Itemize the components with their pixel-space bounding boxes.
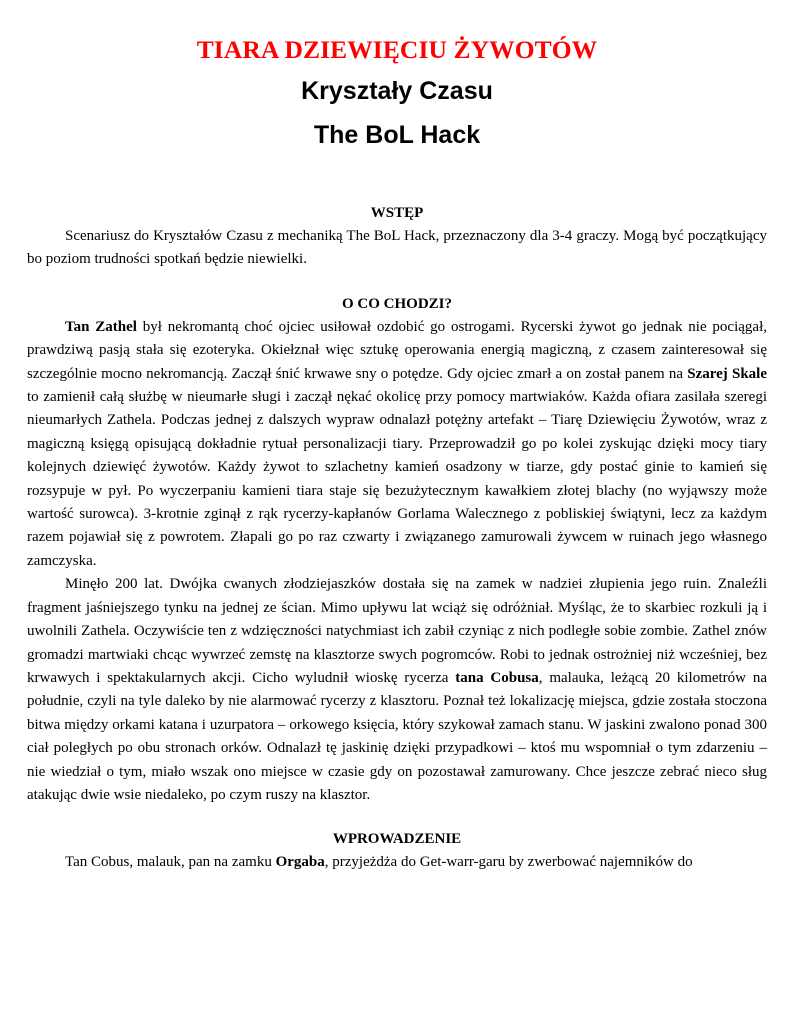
about-paragraph-2 xyxy=(27,573,767,807)
about-p2-text-b: , malauka, leżącą 20 kilometrów na południe, czyli na tyle daleko by nie alarmować rycerzy z klasztoru. Poznał też lokalizację miejsca, gdzie została stoczona bitwa między orkami katana i uzurpatora – orkowego księcia, który szykował zamach stanu. W jaskini zwalono ponad 300 ciał poległych po obu stronach orków. Odnalazł tę jaskinię dzięki przypadkowi – ktoś mu wspomniał o tym zdarzeniu – nie wiedział o tym, miało wszak ono miejsce w czasie gdy on pozostawał zamurowany. Chce jeszcze zebrać nieco sług atakując dwie wsie niedaleko, po czym ruszy na klasztor. xyxy=(27,669,767,803)
introduction-p1-text-a: Tan Cobus, malauk, pan na zamku xyxy=(65,854,276,871)
document-title: TIARA DZIEWIĘCIU ŻYWOTÓW xyxy=(196,35,598,64)
bold-name-zathel: Tan Zathel xyxy=(65,318,137,335)
document-subtitle-system: Kryształy Czasu xyxy=(301,77,493,105)
section-heading-introduction: WPROWADZENIE xyxy=(332,831,462,848)
bold-name-cobus: tana Cobusa xyxy=(455,669,539,686)
bold-place-szara-skala: Szarej Skale xyxy=(687,365,767,382)
about-p1-text-b: to zamienił całą służbę w nieumarłe sługi i zaczął nękać okolicę przy pomocy martwiaków. Każda ofiara zasilała szeregi nieumarłych Zathela. Podczas jednej z dalszych wypraw odnalazł potężny artefakt – Tiarę Dziewięciu Żywotów, wraz z magiczną księgą opisującą dokładnie rytuał personalizacji tiary. Przeprowadził go po kolei zyskując dzięki mocy tiary kolejnych dziewięć żywotów. Każdy żywot to szlachetny kamień osadzony w tiarze, gdy postać ginie to kamień się rozsypuje w pył. Po wyczerpaniu kamieni tiara staje się bezużytecznym kawałkiem złotej blachy (no wyjąwszy może wartość surowca). 3-krotnie zginął z rąk rycerzy-kapłanów Gorlama Walecznego z pobliskiej świątyni, lecz za każdym razem pojawiał się z powrotem. Złapali go po raz czwarty i związanego zamurowali żywcem w ruinach jego własnego zamczyska. xyxy=(27,389,767,569)
about-paragraph-1 xyxy=(27,316,767,573)
introduction-paragraph-1 xyxy=(27,851,767,874)
document-subtitle-hack: The BoL Hack xyxy=(313,121,481,149)
intro-paragraph: Scenariusz do Kryształów Czasu z mechaniką The BoL Hack, przeznaczony dla 3-4 graczy. Mogą być początkujący bo poziom trudności spotkań będzie niewielki. xyxy=(27,228,767,268)
section-heading-about: O CO CHODZI? xyxy=(341,295,452,312)
bold-place-orgaba: Orgaba xyxy=(275,854,325,871)
about-p1-text-a: był nekromantą choć ojciec usiłował ozdobić go ostrogami. Rycerski żywot go jednak nie pociągał, prawdziwą pasją stała się ezoteryka. Okiełznał więc sztukę operowania energią magiczną, z czasem zainteresował się szczególnie mocno nekromancją. Zaczął śnić krwawe sny o potędze. Gdy ojciec zmarł a on został panem na xyxy=(27,318,767,382)
about-p2-text-a: Minęło 200 lat. Dwójka cwanych złodziejaszków dostała się na zamek w nadziei złupienia jego ruin. Znaleźli fragment jaśniejszego tynku na jednej ze ścian. Mimo upływu lat wciąż się odróżniał. Myśląc, że to skarbiec rozkuli ją i uwolnili Zathela. Oczywiście ten z wdzięczności natychmiast ich zabił czyniąc z nich podległe sobie zombie. Zathel znów gromadzi martwiaki chcąc wywrzeć zemstę na klasztorze swych pogromców. Robi to jednak ostrożniej niż wcześniej, bez krwawych i spektakularnych akcji. Cicho wyludnił wioskę rycerza xyxy=(27,576,767,686)
section-heading-intro: WSTĘP xyxy=(370,205,424,221)
introduction-p1-text-b: , przyjeżdża do Get-warr-garu by zwerbować najemników do xyxy=(324,854,693,871)
